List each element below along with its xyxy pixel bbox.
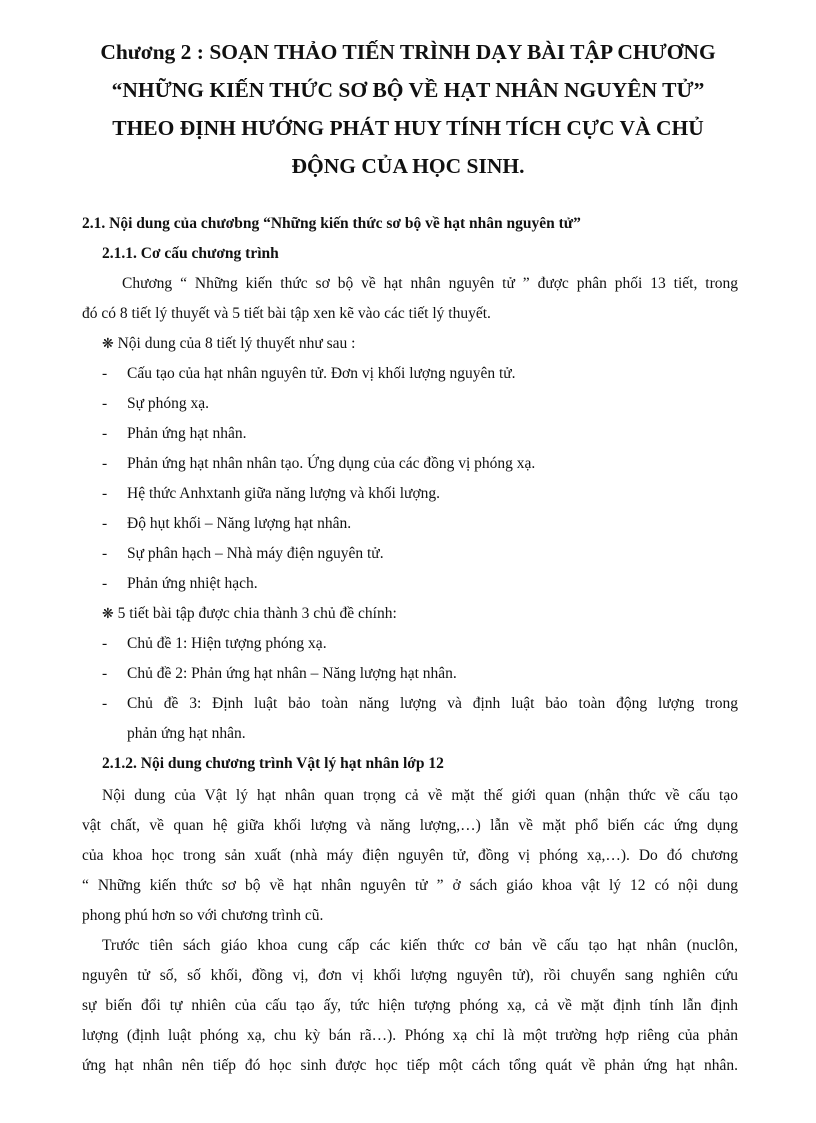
asterisk-bullet-icon: ❋ xyxy=(102,607,114,622)
list-item: Chủ đề 3: Định luật bảo toàn năng lượng và định luật bảo toàn động lượng trong xyxy=(127,695,738,712)
dash-bullet: - xyxy=(102,455,108,472)
paragraph-line: Chương “ Những kiến thức sơ bộ về hạt nhân nguyên tử ” được phân phối 13 tiết, trong xyxy=(122,275,738,292)
dash-bullet: - xyxy=(102,575,108,592)
list-item: Hệ thức Anhxtanh giữa năng lượng và khối lượng. xyxy=(127,485,441,502)
asterisk-bullet-icon: ❋ xyxy=(102,337,114,352)
dash-bullet: - xyxy=(102,545,108,562)
chapter-title-line: Chương 2 : SOẠN THẢO TIẾN TRÌNH DẠY BÀI TẬP CHƯƠNG xyxy=(100,40,716,64)
list-item: Chủ đề 2: Phản ứng hạt nhân – Năng lượng hạt nhân. xyxy=(127,665,457,682)
list-item-continuation: phản ứng hạt nhân. xyxy=(127,725,246,742)
theory-intro-text: Nội dung của 8 tiết lý thuyết như sau : xyxy=(117,335,356,352)
list-item: Cấu tạo của hạt nhân nguyên tử. Đơn vị khối lượng nguyên tử. xyxy=(127,365,516,382)
dash-bullet: - xyxy=(102,365,108,382)
paragraph-line: nguyên tử số, số khối, đồng vị, đơn vị khối lượng nguyên tử), rồi chuyển sang nghiên cứu xyxy=(82,967,738,984)
paragraph-line: ứng hạt nhân nên tiếp đó học sinh được học tiếp một cách tổng quát về phản ứng hạt nhân. xyxy=(82,1057,738,1074)
dash-bullet: - xyxy=(102,665,108,682)
dash-bullet: - xyxy=(102,635,108,652)
list-item: Phản ứng hạt nhân nhân tạo. Ứng dụng của các đồng vị phóng xạ. xyxy=(127,455,536,472)
dash-bullet: - xyxy=(102,485,108,502)
exercise-intro-text: 5 tiết bài tập được chia thành 3 chủ đề chính: xyxy=(117,605,397,622)
chapter-title-line: ĐỘNG CỦA HỌC SINH. xyxy=(291,154,525,178)
list-item: Chủ đề 1: Hiện tượng phóng xạ. xyxy=(127,635,327,652)
chapter-title-line: “NHỮNG KIẾN THỨC SƠ BỘ VỀ HẠT NHÂN NGUYÊN TỬ” xyxy=(111,78,705,102)
dash-bullet: - xyxy=(102,425,108,442)
section-2-1-heading: 2.1. Nội dung của chươbng “Những kiến thức sơ bộ về hạt nhân nguyên tử” xyxy=(82,215,581,232)
dash-bullet: - xyxy=(102,515,108,532)
paragraph-line: Nội dung của Vật lý hạt nhân quan trọng cả về mặt thế giới quan (nhận thức về cấu tạo xyxy=(102,787,738,804)
paragraph-line: phong phú hơn so với chương trình cũ. xyxy=(82,907,324,924)
chapter-title-line: THEO ĐỊNH HƯỚNG PHÁT HUY TÍNH TÍCH CỰC VÀ CHỦ xyxy=(112,116,704,140)
paragraph-line: của khoa học trong sản xuất (nhà máy điện nguyên tử, đồng vị phóng xạ,…). Do đó chương xyxy=(82,847,738,864)
section-2-1-2-heading: 2.1.2. Nội dung chương trình Vật lý hạt nhân lớp 12 xyxy=(102,755,444,772)
paragraph-line: sự biến đổi tự nhiên của cấu tạo ấy, tức hiện tượng phóng xạ, cả về mặt định tính lẫn định xyxy=(82,997,738,1014)
dash-bullet: - xyxy=(102,695,108,712)
chapter-title xyxy=(60,33,756,185)
theory-intro xyxy=(102,335,355,353)
paragraph-line: vật chất, về quan hệ giữa khối lượng và năng lượng,…) lẫn về mặt phổ biến các ứng dụng xyxy=(82,817,738,834)
dash-bullet: - xyxy=(102,395,108,412)
section-2-1-1-heading: 2.1.1. Cơ cấu chương trình xyxy=(102,245,279,262)
exercise-intro xyxy=(102,605,397,623)
paragraph-line: “ Những kiến thức sơ bộ về hạt nhân nguyên tử ” ở sách giáo khoa vật lý 12 có nội dung xyxy=(82,877,738,894)
paragraph-line: Trước tiên sách giáo khoa cung cấp các kiến thức cơ bản về cấu tạo hạt nhân (nuclôn, xyxy=(102,937,738,954)
paragraph-line: lượng (định luật phóng xạ, chu kỳ bán rã…). Phóng xạ chỉ là một trường hợp riêng của phản xyxy=(82,1027,738,1044)
list-item: Phản ứng hạt nhân. xyxy=(127,425,247,442)
list-item: Phản ứng nhiệt hạch. xyxy=(127,575,258,592)
list-item: Sự phóng xạ. xyxy=(127,395,210,412)
list-item: Độ hụt khối – Năng lượng hạt nhân. xyxy=(127,515,352,532)
paragraph-line: đó có 8 tiết lý thuyết và 5 tiết bài tập xen kẽ vào các tiết lý thuyết. xyxy=(82,305,491,322)
list-item: Sự phân hạch – Nhà máy điện nguyên tử. xyxy=(127,545,384,562)
